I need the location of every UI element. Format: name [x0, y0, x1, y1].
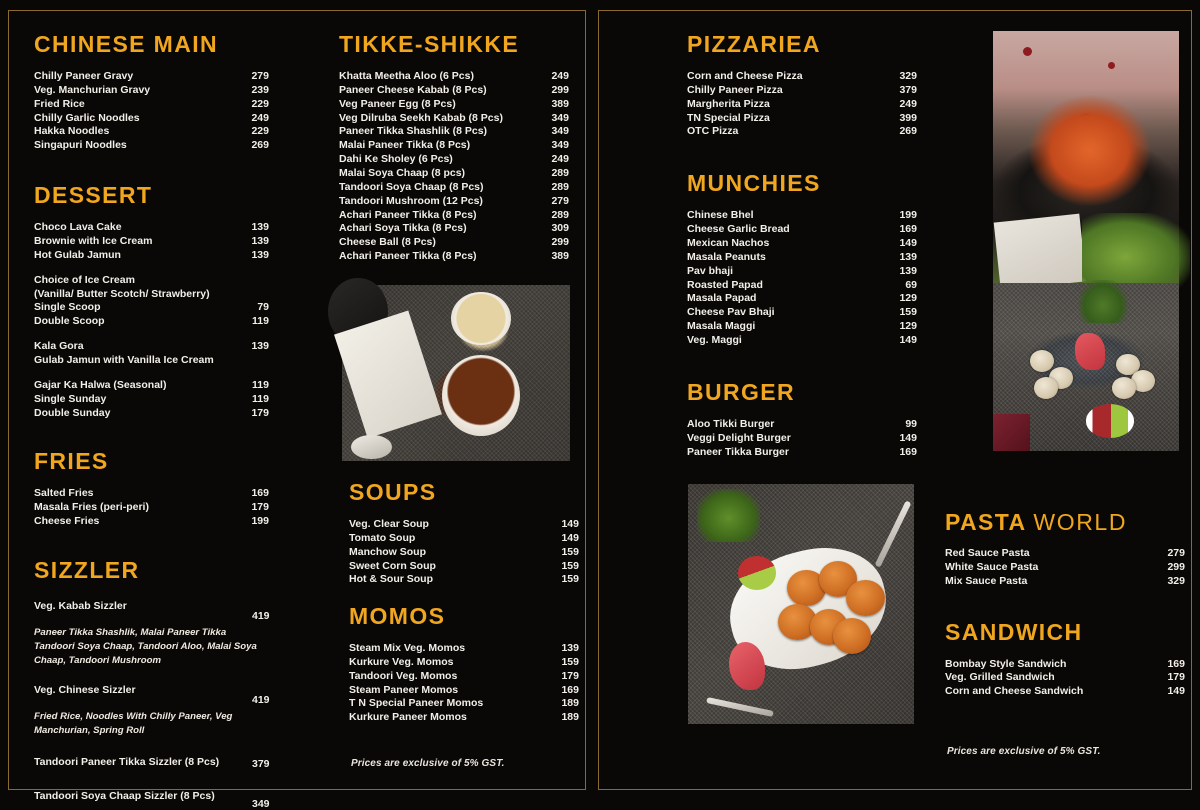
item-price: 129 — [899, 320, 917, 333]
item-price: 309 — [551, 222, 569, 235]
item-name: Masala Fries (peri-peri) — [34, 501, 149, 514]
section-sizzler — [34, 557, 270, 810]
section-heading-burger: BURGER — [687, 378, 795, 405]
item-name: White Sauce Pasta — [945, 560, 1039, 573]
menu-item-row — [945, 671, 1185, 685]
item-price: 329 — [899, 70, 917, 82]
item-price: 299 — [551, 236, 569, 249]
item-price: 119 — [252, 315, 269, 328]
section-momos — [349, 605, 579, 725]
item-price: 269 — [899, 125, 917, 138]
item-price: 289 — [551, 180, 569, 193]
item-price: 199 — [899, 209, 917, 222]
potted-plant — [697, 489, 760, 542]
item-price: 419 — [252, 610, 270, 623]
menu-item-row — [687, 320, 917, 334]
menu-item-row — [945, 685, 1185, 699]
menu-item-row — [34, 340, 269, 354]
item-name: OTC Pizza — [687, 125, 739, 138]
item-name: Kurkure Veg. Momos — [349, 655, 454, 668]
item-price: 229 — [251, 97, 269, 110]
menu-page-left — [8, 10, 586, 810]
sizzler-entry — [34, 600, 269, 668]
item-name: Veg Paneer Egg (8 Pcs) — [339, 97, 456, 110]
menu-item-row — [687, 70, 917, 84]
item-price: 179 — [251, 501, 269, 514]
item-name: Veg. Grilled Sandwich — [945, 671, 1055, 684]
dip-dish — [1086, 404, 1134, 438]
item-price: 169 — [899, 445, 917, 458]
item-name: Corn and Cheese Sandwich — [945, 685, 1084, 698]
menu-item-row — [349, 697, 579, 711]
item-variant-note: Gulab Jamun with Vanilla Ice Cream — [34, 354, 214, 367]
item-price: 299 — [551, 83, 569, 96]
menu-item-row — [339, 236, 569, 250]
menu-item-row — [349, 656, 579, 670]
item-name: Singapuri Noodles — [34, 139, 127, 152]
item-name: Veg. Clear Soup — [349, 518, 429, 530]
menu-item-row — [945, 575, 1185, 589]
photo-base — [688, 484, 914, 724]
item-price: 349 — [252, 797, 270, 810]
menu-item-row — [34, 301, 269, 315]
menu-item-row — [687, 292, 917, 306]
menu-item-row — [34, 221, 269, 235]
section-sandwich — [945, 618, 1185, 700]
grilled-paneer-platter-photo — [993, 283, 1179, 451]
menu-item-row — [339, 125, 569, 139]
item-name: Salted Fries — [34, 487, 94, 500]
item-name: Achari Paneer Tikka (8 Pcs) — [339, 208, 477, 221]
item-price: 229 — [251, 125, 269, 138]
item-description: Fried Rice, Noodles With Chilly Paneer, Veg Manchurian, Spring Roll — [34, 710, 233, 736]
gst-note-left: Prices are exclusive of 5% GST. — [351, 758, 505, 769]
item-name: Paneer Tikka Burger — [687, 445, 789, 458]
menu-item-row — [34, 515, 269, 529]
section-heading-chinese-main: CHINESE MAIN — [34, 31, 218, 57]
menu-item-row — [945, 561, 1185, 575]
item-name: Single Sunday — [34, 392, 107, 405]
menu-item-row — [34, 98, 269, 112]
soup-bowl — [442, 355, 520, 436]
heading-part-bold: PASTA — [945, 509, 1026, 535]
item-name: Cheese Ball (8 Pcs) — [339, 236, 436, 249]
menu-item-row — [34, 393, 269, 407]
item-name: Sweet Corn Soup — [349, 559, 436, 572]
menu-item-row — [34, 315, 269, 329]
item-price: 149 — [899, 431, 917, 444]
menu-item-row — [687, 251, 917, 265]
item-name: Kala Gora — [34, 340, 84, 353]
item-price: 159 — [561, 545, 579, 558]
menu-item-row — [34, 379, 269, 393]
spoon — [351, 435, 392, 460]
menu-item-row — [34, 84, 269, 98]
menu-item-row — [687, 98, 917, 112]
item-name: Malai Soya Chaap (8 pcs) — [339, 167, 466, 180]
item-price: 139 — [251, 235, 269, 248]
section-heading-soups: SOUPS — [349, 479, 437, 505]
stuffed-mushroom — [1034, 377, 1058, 399]
menu-item-row — [687, 306, 917, 320]
item-price: 329 — [1167, 574, 1185, 587]
item-price: 79 — [257, 301, 269, 314]
item-price: 419 — [252, 693, 270, 706]
item-name: Fried Rice — [34, 97, 85, 110]
menu-item-row — [339, 209, 569, 223]
item-name: Chilly Garlic Noodles — [34, 111, 140, 124]
item-price: 289 — [551, 208, 569, 221]
sizzler-entry — [34, 789, 270, 810]
item-name: Achari Soya Tikka (8 Pcs) — [339, 222, 467, 235]
item-name: Masala Peanuts — [687, 250, 766, 263]
item-name: Hakka Noodles — [34, 125, 110, 138]
section-heading-pasta-world — [945, 511, 1185, 534]
section-heading-sizzler: SIZZLER — [34, 557, 140, 584]
item-price: 179 — [251, 406, 269, 419]
item-name: Margherita Pizza — [687, 97, 770, 110]
photo-base — [993, 31, 1179, 291]
item-price: 279 — [251, 70, 269, 82]
item-price: 269 — [251, 139, 269, 152]
item-name: Chilly Paneer Pizza — [687, 83, 783, 96]
item-price: 189 — [561, 711, 579, 724]
menu-item-row — [349, 518, 579, 532]
item-name: Choco Lava Cake — [34, 221, 122, 234]
item-price: 149 — [1167, 685, 1185, 698]
menu-item-row — [349, 684, 579, 698]
menu-item-row — [687, 265, 917, 279]
item-name: Roasted Papad — [687, 278, 763, 291]
item-name: TN Special Pizza — [687, 111, 770, 124]
item-price: 349 — [551, 111, 569, 124]
item-list-chinese-main — [34, 70, 269, 153]
section-heading-sandwich: SANDWICH — [945, 618, 1083, 645]
menu-item-row — [339, 222, 569, 236]
menu-item-row — [339, 167, 569, 181]
item-price: 379 — [252, 757, 270, 770]
item-price: 299 — [1167, 560, 1185, 573]
item-price: 349 — [551, 125, 569, 138]
menu-item-row — [339, 112, 569, 126]
menu-item-row — [687, 112, 917, 126]
right-page-column-1 — [687, 33, 917, 459]
section-fries — [34, 450, 269, 529]
menu-item-row — [349, 573, 579, 587]
left-page-column-2 — [339, 31, 579, 769]
veg-cutlet-platter-photo — [688, 484, 914, 724]
manchow-soup-photo — [342, 285, 570, 461]
item-name: Khatta Meetha Aloo (6 Pcs) — [339, 70, 474, 82]
item-name: Red Sauce Pasta — [945, 547, 1030, 559]
item-price: 139 — [251, 248, 269, 261]
item-list-momos — [349, 642, 579, 725]
fried-noodle-cup — [451, 292, 510, 345]
item-price: 379 — [899, 83, 917, 96]
menu-item-row — [339, 153, 569, 167]
cherry — [1108, 62, 1115, 69]
item-name: Mix Sauce Pasta — [945, 574, 1028, 587]
right-page-column-2 — [945, 511, 1185, 699]
item-price: 149 — [561, 531, 579, 544]
section-soups — [349, 481, 579, 587]
menu-item-row — [687, 279, 917, 293]
section-heading-pizzariea: PIZZARIEA — [687, 31, 821, 57]
item-price: 249 — [551, 153, 569, 166]
item-name: Veggi Delight Burger — [687, 431, 791, 444]
item-price: 159 — [899, 306, 917, 319]
item-price: 139 — [899, 250, 917, 263]
item-price: 169 — [1167, 657, 1185, 670]
item-price: 119 — [252, 392, 269, 405]
gst-note-right: Prices are exclusive of 5% GST. — [947, 746, 1101, 757]
item-name: Pav bhaji — [687, 264, 734, 277]
item-name: Steam Paneer Momos — [349, 683, 459, 696]
item-subheading: Choice of Ice Cream — [34, 273, 135, 286]
section-chinese-main — [34, 33, 269, 153]
item-price: 129 — [899, 292, 917, 305]
section-heading-fries: FRIES — [34, 448, 109, 475]
menu-item-row — [687, 125, 917, 139]
section-munchies — [687, 172, 917, 348]
item-name: Tandoori Paneer Tikka Sizzler (8 Pcs) — [34, 755, 220, 768]
item-price: 239 — [251, 83, 269, 96]
menu-item-row — [687, 432, 917, 446]
menu-item-row — [687, 334, 917, 348]
menu-item-row — [34, 487, 269, 501]
item-list-pasta-world — [945, 547, 1185, 589]
menu-item-row — [349, 711, 579, 725]
menu-item-row — [687, 84, 917, 98]
item-price: 179 — [1167, 671, 1185, 684]
item-list-soups — [349, 518, 579, 587]
item-price: 169 — [251, 487, 269, 500]
item-name: Veg. Maggi — [687, 334, 742, 347]
item-name: Tandoori Soya Chaap Sizzler (8 Pcs) — [34, 789, 215, 802]
menu-item-row — [945, 658, 1185, 672]
item-price: 199 — [251, 515, 269, 528]
item-price: 149 — [561, 518, 579, 530]
item-name: Veg. Kabab Sizzler — [34, 600, 127, 613]
menu-item-row — [339, 84, 569, 98]
item-price: 159 — [561, 559, 579, 572]
tandoori-burger-photo — [993, 31, 1179, 291]
item-price: 139 — [251, 221, 269, 234]
item-price: 389 — [551, 250, 569, 263]
menu-item-row — [34, 112, 269, 126]
item-name: Aloo Tikki Burger — [687, 417, 775, 430]
potted-plant — [1079, 280, 1127, 324]
item-list-dessert — [34, 221, 269, 420]
menu-item-row — [34, 139, 269, 153]
item-price: 119 — [252, 378, 269, 391]
item-price: 139 — [561, 642, 579, 654]
menu-item-row — [34, 235, 269, 249]
photo-base — [342, 285, 570, 461]
item-price: 349 — [551, 139, 569, 152]
menu-item-row — [349, 532, 579, 546]
item-price: 179 — [561, 669, 579, 682]
item-price: 249 — [899, 97, 917, 110]
section-tikke-shikke — [339, 33, 569, 264]
item-name: Achari Paneer Tikka (8 Pcs) — [339, 250, 477, 263]
item-price: 69 — [905, 278, 917, 291]
item-list-pizzariea — [687, 70, 917, 139]
item-price: 249 — [551, 70, 569, 82]
item-name: Brownie with Ice Cream — [34, 235, 153, 248]
item-name: Bombay Style Sandwich — [945, 657, 1067, 670]
item-price: 159 — [561, 573, 579, 586]
item-list-sandwich — [945, 658, 1185, 700]
item-name: Kurkure Paneer Momos — [349, 711, 467, 724]
menu-item-row — [349, 546, 579, 560]
item-price: 189 — [561, 697, 579, 710]
item-name: Masala Papad — [687, 292, 757, 305]
item-price: 99 — [905, 417, 917, 430]
section-heading-dessert: DESSERT — [34, 182, 153, 209]
item-price: 169 — [899, 223, 917, 236]
sizzler-entry — [34, 756, 269, 768]
item-price: 149 — [899, 237, 917, 250]
menu-page-right — [598, 10, 1192, 790]
item-name: Corn and Cheese Pizza — [687, 70, 803, 82]
item-price: 389 — [551, 97, 569, 110]
item-name: Veg Dilruba Seekh Kabab (8 Pcs) — [339, 111, 503, 124]
item-name: Cheese Garlic Bread — [687, 223, 790, 236]
item-price: 279 — [551, 194, 569, 207]
menu-item-row — [349, 642, 579, 656]
item-price: 159 — [561, 655, 579, 668]
item-name: Tomato Soup — [349, 531, 416, 544]
item-name: Steam Mix Veg. Momos — [349, 642, 466, 654]
menu-item-row — [339, 250, 569, 264]
cutlet — [846, 580, 884, 616]
section-heading-munchies: MUNCHIES — [687, 170, 821, 197]
item-name: Cheese Fries — [34, 515, 100, 528]
item-name: Paneer Cheese Kabab (8 Pcs) — [339, 83, 487, 96]
item-list-fries — [34, 487, 269, 529]
item-name: Double Sunday — [34, 406, 111, 419]
item-name: Masala Maggi — [687, 320, 756, 333]
menu-item-row — [687, 237, 917, 251]
section-pasta-world — [945, 511, 1185, 589]
item-name: Malai Paneer Tikka (8 Pcs) — [339, 139, 471, 152]
item-name: Chilly Paneer Gravy — [34, 70, 134, 82]
item-price: 399 — [899, 111, 917, 124]
item-name: Double Scoop — [34, 315, 105, 328]
item-price: 139 — [251, 340, 269, 353]
item-name: Gajar Ka Halwa (Seasonal) — [34, 378, 167, 391]
section-heading-momos: MOMOS — [349, 603, 446, 629]
section-pizzariea — [687, 33, 917, 139]
item-name: Tandoori Mushroom (12 Pcs) — [339, 194, 483, 207]
item-price: 169 — [561, 683, 579, 696]
menu-item-row — [339, 70, 569, 84]
menu-item-row — [34, 70, 269, 84]
menu-item-row — [339, 181, 569, 195]
dip-bowl — [738, 556, 776, 590]
item-list-munchies — [687, 209, 917, 348]
item-name: Tandoori Soya Chaap (8 Pcs) — [339, 180, 484, 193]
item-price: 249 — [251, 111, 269, 124]
item-variant-note: (Vanilla/ Butter Scotch/ Strawberry) — [34, 287, 210, 300]
item-name: Manchow Soup — [349, 545, 426, 558]
menu-item-row — [687, 223, 917, 237]
item-name: Hot & Sour Soup — [349, 573, 433, 586]
menu-item-row — [349, 670, 579, 684]
item-name: Cheese Pav Bhaji — [687, 306, 775, 319]
item-name: Single Scoop — [34, 301, 101, 314]
cherry — [1023, 47, 1032, 56]
watermelon-garnish — [1075, 333, 1105, 370]
menu-item-row — [339, 195, 569, 209]
section-heading-tikke-shikke: TIKKE-SHIKKE — [339, 31, 520, 57]
item-price: 139 — [899, 264, 917, 277]
photo-base — [993, 283, 1179, 451]
item-price: 279 — [1167, 547, 1185, 559]
menu-item-row — [34, 249, 269, 263]
menu-item-row — [34, 501, 269, 515]
menu-item-row — [687, 209, 917, 223]
menu-item-row — [34, 125, 269, 139]
menu-item-row — [349, 560, 579, 574]
item-list-tikke-shikke — [339, 70, 569, 264]
stuffed-mushroom — [1112, 377, 1136, 399]
menu-item-row — [687, 418, 917, 432]
item-name: Tandoori Veg. Momos — [349, 669, 458, 682]
left-page-column-1 — [34, 31, 270, 810]
menu-item-row — [687, 446, 917, 460]
menu-item-row — [34, 407, 269, 421]
item-name: Dahi Ke Sholey (6 Pcs) — [339, 153, 453, 166]
seat-cushion — [993, 414, 1030, 451]
section-burger — [687, 378, 917, 460]
menu-item-row — [339, 139, 569, 153]
menu-item-row — [339, 98, 569, 112]
item-name: Mexican Nachos — [687, 237, 770, 250]
item-name: Veg. Chinese Sizzler — [34, 683, 136, 696]
item-description: Paneer Tikka Shashlik, Malai Paneer Tikka Tandoori Soya Chaap, Tandoori Aloo, Malai Soya Chaap, Tandoori Mushroom — [34, 627, 257, 666]
section-dessert — [34, 184, 269, 420]
item-list-burger — [687, 418, 917, 460]
paper-menu — [993, 214, 1085, 290]
item-name: Paneer Tikka Shashlik (8 Pcs) — [339, 125, 488, 138]
item-name: T N Special Paneer Momos — [349, 697, 484, 710]
heading-part-thin: WORLD — [1033, 509, 1128, 535]
sizzler-entry — [34, 684, 269, 738]
item-name: Veg. Manchurian Gravy — [34, 83, 151, 96]
item-price: 289 — [551, 167, 569, 180]
item-name: Hot Gulab Jamun — [34, 248, 121, 261]
menu-item-row — [945, 547, 1185, 561]
item-price: 149 — [899, 334, 917, 347]
item-name: Chinese Bhel — [687, 209, 754, 222]
